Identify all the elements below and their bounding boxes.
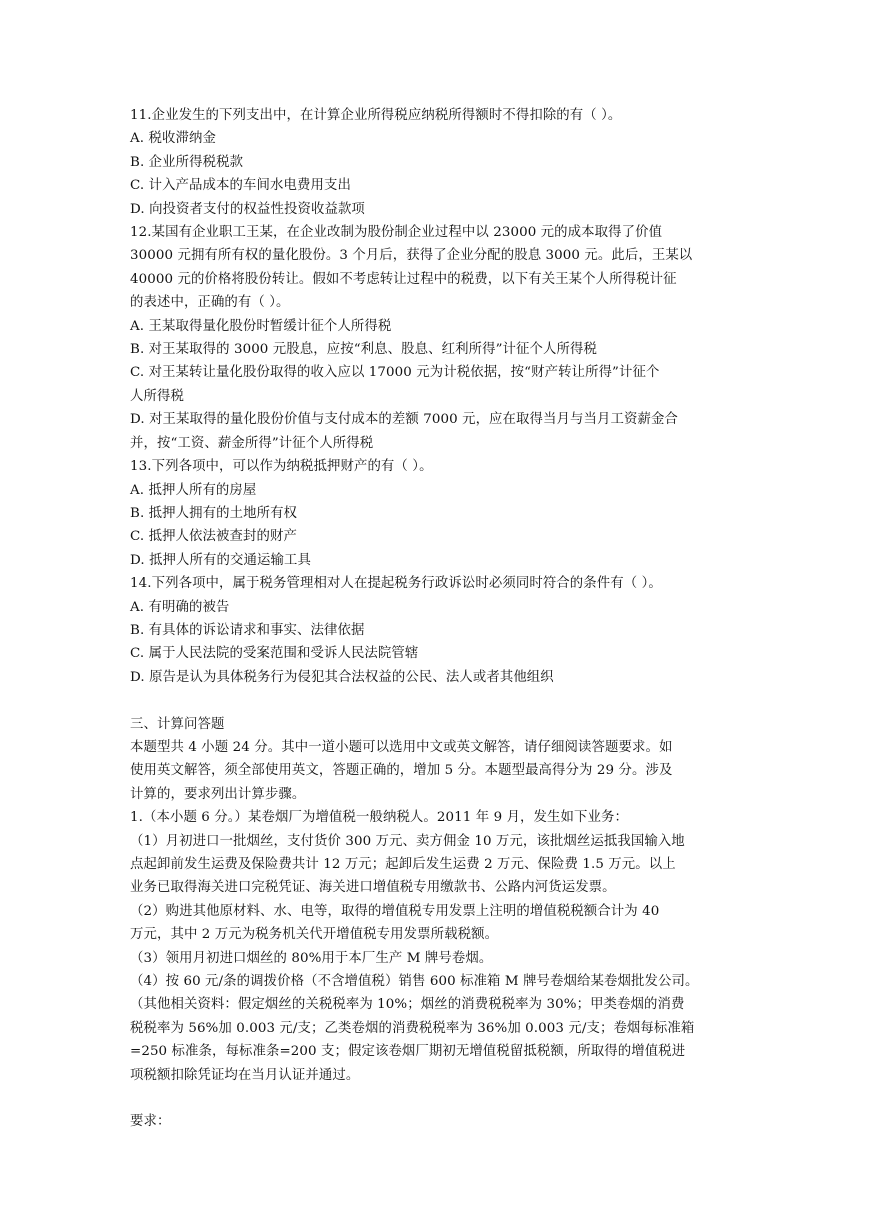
- question-11: [130, 104, 742, 221]
- problem-line: （4）按 60 元/条的调拨价格（不含增值税）销售 600 标准箱 M 牌号卷烟给某卷烟批发公司。: [130, 974, 699, 990]
- problem-line: 1.（本小题 6 分。）某卷烟厂为增值税一般纳税人。2011 年 9 月，发生如下业务：: [130, 810, 628, 826]
- option-c: C. 抵押人依法被查封的财产: [130, 529, 297, 545]
- question-stem-line: 的表述中，正确的有（ ）。: [130, 295, 290, 311]
- document-content: [130, 104, 742, 1134]
- section-intro-line: 本题型共 4 小题 24 分。其中一道小题可以选用中文或英文解答，请仔细阅读答题要求。如: [130, 739, 673, 755]
- problem-line: 业务已取得海关进口完税凭证、海关进口增值税专用缴款书、公路内河货运发票。: [130, 880, 616, 896]
- option-b: B. 抵押人拥有的土地所有权: [130, 505, 298, 521]
- problem-line: 税税率为 56%加 0.003 元/支；乙类卷烟的消费税税率为 36%加 0.003 元/支；卷烟每标准箱: [130, 1020, 695, 1036]
- option-a: A. 有明确的被告: [130, 599, 230, 615]
- requirement-label: 要求：: [130, 1114, 171, 1130]
- option-d: D. 原告是认为具体税务行为侵犯其合法权益的公民、法人或者其他组织: [130, 669, 554, 685]
- question-13: [130, 455, 742, 572]
- question-12: [130, 221, 742, 455]
- option-b: B. 企业所得税税款: [130, 154, 244, 170]
- problem-line: （其他相关资料：假定烟丝的关税税率为 10%；烟丝的消费税税率为 30%；甲类卷烟的消费: [130, 997, 685, 1013]
- problem-line: =250 标准条，每标准条=200 支；假定该卷烟厂期初无增值税留抵税额，所取得的增值税进: [130, 1044, 686, 1060]
- question-stem-line: 30000 元拥有所有权的量化股份。3 个月后，获得了企业分配的股息 3000 元。此后，王某以: [130, 248, 693, 264]
- problem-line: 点起卸前发生运费及保险费共计 12 万元；起卸后发生运费 2 万元、保险费 1.5 万元。以上: [130, 856, 676, 872]
- problem-line: 项税额扣除凭证均在当月认证并通过。: [130, 1067, 360, 1083]
- section-intro-line: 计算的，要求列出计算步骤。: [130, 786, 306, 802]
- question-stem: 11.企业发生的下列支出中，在计算企业所得税应纳税所得额时不得扣除的有（ ）。: [130, 108, 622, 123]
- question-stem: 13.下列各项中，可以作为纳税抵押财产的有（ ）。: [130, 459, 433, 475]
- section-intro-line: 使用英文解答，须全部使用英文，答题正确的，增加 5 分。本题型最高得分为 29 分。涉及: [130, 763, 673, 779]
- question-stem-line: 12.某国有企业职工王某，在企业改制为股份制企业过程中以 23000 元的成本取得了价值: [130, 225, 663, 241]
- section-title: 三、计算问答题: [130, 716, 225, 732]
- option-b: B. 有具体的诉讼请求和事实、法律依据: [130, 622, 365, 638]
- section-3: [130, 713, 742, 1134]
- problem-line: 万元，其中 2 万元为税务机关代开增值税专用发票所载税额。: [130, 927, 499, 943]
- problem-line: （3）领用月初进口烟丝的 80%用于本厂生产 M 牌号卷烟。: [130, 950, 493, 966]
- option-c: C. 属于人民法院的受案范围和受诉人民法院管辖: [130, 646, 419, 662]
- option-a: A. 王某取得量化股份时暂缓计征个人所得税: [130, 318, 392, 334]
- option-d: D. 向投资者支付的权益性投资收益款项: [130, 201, 365, 217]
- question-stem-line: 40000 元的价格将股份转让。假如不考虑转让过程中的税费，以下有关王某个人所得税计征: [130, 271, 677, 287]
- question-14: [130, 572, 742, 689]
- option-d-cont: 并，按“工资、薪金所得”计征个人所得税: [130, 435, 374, 451]
- problem-line: （2）购进其他原材料、水、电等，取得的增值税专用发票上注明的增值税税额合计为 40: [130, 903, 660, 919]
- option-c: C. 对王某转让量化股份取得的收入应以 17000 元为计税依据，按“财产转让所得”计征个: [130, 365, 660, 381]
- problem-line: （1）月初进口一批烟丝，支付货价 300 万元、卖方佣金 10 万元，该批烟丝运抵我国输入地: [130, 833, 685, 849]
- option-a: A. 抵押人所有的房屋: [130, 482, 257, 498]
- option-c-cont: 人所得税: [130, 388, 184, 404]
- problem-1: [130, 806, 742, 1134]
- option-b: B. 对王某取得的 3000 元股息，应按“利息、股息、红利所得”计征个人所得税: [130, 342, 597, 358]
- question-stem: 14.下列各项中，属于税务管理相对人在提起税务行政诉讼时必须同时符合的条件有（ ）。: [130, 576, 662, 592]
- spacer: [130, 689, 742, 712]
- option-d: D. 抵押人所有的交通运输工具: [130, 552, 311, 568]
- option-c: C. 计入产品成本的车间水电费用支出: [130, 178, 351, 194]
- option-d: D. 对王某取得的量化股份价值与支付成本的差额 7000 元，应在取得当月与当月工资薪金合: [130, 412, 678, 428]
- option-a: A. 税收滞纳金: [130, 131, 216, 147]
- spacer: [130, 1087, 742, 1110]
